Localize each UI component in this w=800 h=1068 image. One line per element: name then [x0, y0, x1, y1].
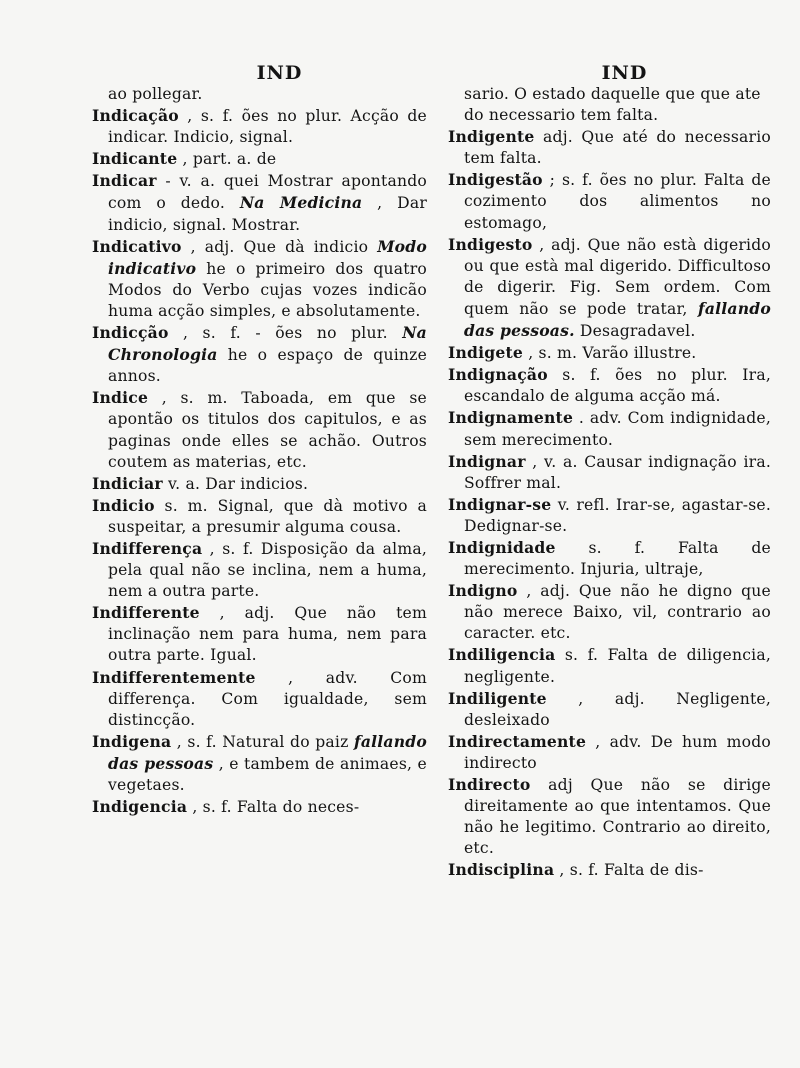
right-column — [448, 62, 771, 881]
running-header-left: IND — [256, 62, 303, 84]
entry-definition-tail: he o espaço de quinze annos. — [108, 346, 427, 386]
dictionary-entry — [92, 236, 427, 322]
entry-definition: , adv. Com differença. Com igualdade, sem distincção. — [108, 668, 427, 729]
entry-definition: s. f. Falta de diligencia, negligente. — [464, 646, 771, 686]
entry-headword: Indicio — [92, 495, 155, 515]
entry-definition: adj Que não se dirige direitamente ao que intentamos. Que não he legitimo. Contrario ao direito, etc. — [464, 776, 771, 858]
dictionary-entry — [448, 537, 771, 580]
entry-definition: , v. a. Causar indignação ira. Soffrer mal. — [464, 452, 771, 492]
dictionary-entry — [448, 644, 771, 687]
entry-headword: Indirecto — [448, 775, 531, 794]
entry-definition: v. a. Dar indicios. — [167, 474, 309, 493]
entry-definition: adj. Que até do necessario tem falta. — [464, 128, 771, 168]
entry-headword: Indicante — [92, 149, 178, 169]
entry-definition-tail: , e tambem de animaes, e vegetaes. — [108, 754, 427, 794]
dictionary-entry — [448, 731, 771, 774]
dictionary-entry — [92, 667, 427, 731]
entry-headword: Indifferença — [92, 538, 203, 558]
dictionary-entry — [92, 731, 427, 796]
entry-headword: Indigencia — [92, 797, 188, 817]
dictionary-entry — [92, 495, 427, 538]
entry-definition: , s. f. - ões no plur. — [182, 324, 388, 343]
entry-headword: Indignidade — [448, 537, 556, 557]
dictionary-entry — [92, 105, 427, 148]
left-column — [92, 62, 427, 818]
entry-italic-phrase: Na Chronologia — [108, 323, 427, 365]
entry-headword: Indignar-se — [448, 494, 552, 514]
entry-definition: , adj. Que não tem inclinação nem para huma, nem para outra parte. Igual. — [108, 604, 427, 665]
entry-definition-tail: he o primeiro dos quatro Modos do Verbo cujas vozes indicão huma acção simples, e absolutamente. — [108, 259, 427, 320]
dictionary-entry — [448, 494, 771, 537]
entry-headword: Indigno — [448, 581, 518, 601]
entry-definition: , s. m. Varão illustre. — [528, 344, 697, 363]
dictionary-entry — [92, 796, 427, 818]
entry-definition: , s. f. Natural do paiz — [176, 732, 349, 751]
entry-headword: Indigente — [448, 127, 535, 147]
entry-headword: Indicativo — [92, 236, 182, 256]
entry-definition-tail: Desagradavel. — [579, 322, 696, 341]
entry-headword: Indigesto — [448, 234, 533, 254]
entry-definition: , adv. De hum modo indirecto — [464, 732, 771, 772]
entry-headword: Indiciar — [92, 473, 163, 493]
entries-list — [448, 126, 771, 881]
continuation-text: sario. O estado daquelle que que ate do necessario tem falta. — [464, 85, 761, 125]
dictionary-entry — [448, 688, 771, 731]
dictionary-entry — [448, 774, 771, 859]
entry-italic-phrase: fallando das pessoas — [108, 731, 427, 773]
dictionary-entry — [92, 170, 427, 235]
entry-headword: Indignar — [448, 451, 526, 471]
entry-headword: Indifferentemente — [92, 667, 256, 687]
entry-definition-tail: , Dar indicio, signal. Mostrar. — [108, 194, 427, 234]
entry-definition: , s. f. ões no plur. Acção de indicar. Indicio, signal. — [108, 107, 427, 147]
entry-definition: . adv. Com indignidade, sem merecimento. — [464, 409, 771, 449]
dictionary-entry — [92, 538, 427, 602]
entry-headword: Indiligente — [448, 688, 547, 708]
dictionary-entry — [448, 364, 771, 407]
dictionary-entry — [448, 126, 771, 169]
entry-definition: v. refl. Irar-se, agastar-se. Dedignar-se. — [464, 495, 771, 535]
entry-definition: , adj. Que não he digno que não merece Baixo, vil, contrario ao caracter. etc. — [464, 582, 771, 643]
entry-headword: Indigestão — [448, 170, 543, 190]
entry-headword: Indigena — [92, 731, 172, 751]
dictionary-entry — [448, 859, 771, 881]
entry-headword: Indigete — [448, 343, 524, 363]
entry-definition: , part. a. de — [182, 150, 277, 169]
dictionary-entry — [448, 451, 771, 494]
entry-definition: , adj. Que não està digerido ou que està mal digerido. Difficultoso de digerir. Fig. Sem ordem. Com quem não se pode tratar, — [464, 235, 771, 318]
entry-headword: Indignamente — [448, 408, 574, 428]
running-header-right: IND — [601, 62, 648, 84]
dictionary-entry — [92, 387, 427, 472]
entry-italic-phrase: Na Medicina — [239, 193, 363, 213]
entry-headword: Indiligencia — [448, 645, 556, 665]
entry-definition: s. m. Signal, que dà motivo a suspeitar, a presumir alguma cousa. — [108, 496, 427, 536]
entry-headword: Indifferente — [92, 603, 200, 623]
entry-headword: Indignação — [448, 365, 548, 385]
dictionary-entry — [448, 169, 771, 233]
dictionary-entry — [92, 602, 427, 666]
entry-italic-phrase: fallando das pessoas. — [464, 298, 771, 341]
dictionary-entry — [92, 322, 427, 387]
entry-definition: , s. f. Disposição da alma, pela qual não se inclina, nem a huma, nem a outra parte. — [108, 539, 427, 601]
entry-definition: s. f. Falta de merecimento. Injuria, ultraje, — [464, 538, 771, 579]
entry-headword: Indirectamente — [448, 731, 587, 751]
dictionary-entry — [448, 342, 771, 364]
entry-definition: , s. m. Taboada, em que se apontão os titulos dos capitulos, e as paginas onde elles se achão. Outros coutem as materias, etc. — [108, 389, 427, 471]
entry-definition: , adj. Negligente, desleixado — [464, 689, 771, 729]
entry-definition: , s. f. Falta do neces- — [192, 798, 360, 817]
dictionary-entry — [448, 234, 771, 342]
entry-headword: Indice — [92, 388, 149, 408]
entries-list — [92, 105, 427, 818]
dictionary-entry — [448, 580, 771, 644]
dictionary-entry — [92, 473, 427, 495]
dictionary-entry — [448, 407, 771, 450]
entry-definition: s. f. ões no plur. Ira, escandalo de alguma acção má. — [464, 366, 771, 406]
entry-definition: , adj. Que dà indicio — [190, 237, 369, 256]
entry-headword: Indisciplina — [448, 860, 555, 880]
entry-headword: Indicar — [92, 171, 157, 191]
entry-definition: ; s. f. ões no plur. Falta de cozimento dos alimentos no estomago, — [464, 171, 771, 232]
continuation-text: ao pollegar. — [108, 85, 203, 103]
entry-headword: Indicação — [92, 106, 179, 126]
entry-italic-phrase: Modo indicativo — [108, 236, 427, 278]
entry-definition: - v. a. quei Mostrar apontando com o dedo. — [108, 172, 427, 213]
dictionary-entry — [92, 148, 427, 170]
entry-headword: Indicção — [92, 323, 169, 343]
entry-definition: , s. f. Falta de dis- — [559, 861, 704, 880]
